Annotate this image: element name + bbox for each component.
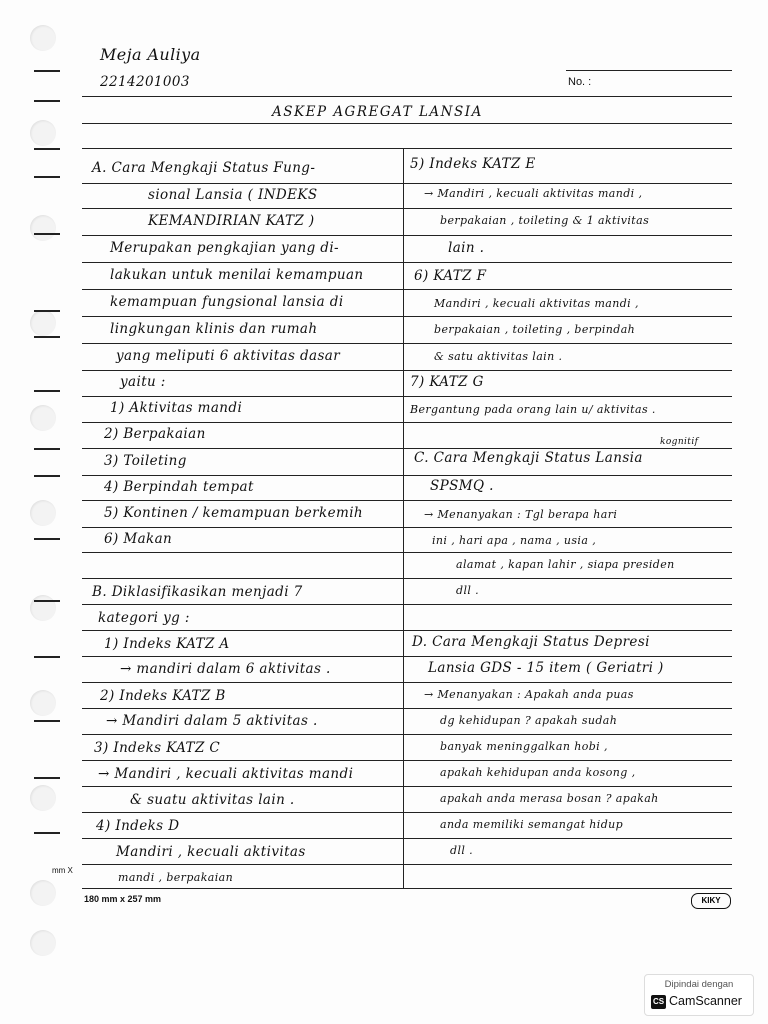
ruled-line: [82, 888, 732, 889]
ruled-line: [82, 370, 732, 371]
ruled-line: [82, 734, 732, 735]
binder-hole: [30, 595, 56, 621]
right-line: berpakaian , toileting , berpindah: [434, 323, 636, 336]
right-line: SPSMQ .: [430, 478, 494, 494]
binder-hole: [30, 310, 56, 336]
right-line: & satu aktivitas lain .: [434, 350, 563, 363]
margin-tick: [34, 233, 60, 235]
margin-tick: [34, 777, 60, 779]
scanner-name: CamScanner: [669, 994, 742, 1008]
binder-hole: [30, 215, 56, 241]
ruled-line: [82, 500, 732, 501]
left-line: 1) Aktivitas mandi: [110, 400, 243, 416]
margin-tick: [34, 448, 60, 450]
student-name: Meja Auliya: [100, 45, 201, 64]
ruled-line: [82, 760, 732, 761]
margin-tick: [34, 70, 60, 72]
ruled-line: [82, 682, 732, 683]
ruled-line: [82, 812, 732, 813]
margin-tick: [34, 100, 60, 102]
left-line: sional Lansia ( INDEKS: [148, 187, 318, 203]
left-line: B. Diklasifikasikan menjadi 7: [92, 584, 303, 600]
ruled-line: [82, 656, 732, 657]
ruled-line: [82, 208, 732, 209]
right-line: Mandiri , kecuali aktivitas mandi ,: [434, 297, 639, 310]
right-line: apakah anda merasa bosan ? apakah: [440, 792, 659, 805]
left-line: lakukan untuk menilai kemampuan: [110, 267, 364, 283]
ruled-line: [82, 96, 732, 97]
left-line: 1) Indeks KATZ A: [104, 636, 230, 652]
left-line: 5) Kontinen / kemampuan berkemih: [104, 505, 364, 521]
ruled-line: [82, 235, 732, 236]
scanner-watermark: [644, 974, 754, 1016]
left-line: yang meliputi 6 aktivitas dasar: [116, 348, 341, 364]
right-line: → Mandiri , kecuali aktivitas mandi ,: [424, 187, 643, 200]
left-line: 2) Berpakaian: [104, 426, 206, 442]
right-line: 6) KATZ F: [414, 268, 487, 284]
ruled-line: [82, 708, 732, 709]
margin-tick: [34, 656, 60, 658]
left-line: 3) Toileting: [104, 453, 187, 469]
right-line: D. Cara Mengkaji Status Depresi: [412, 634, 650, 650]
ruled-line: [82, 786, 732, 787]
column-divider: [403, 148, 404, 888]
ruled-line: [82, 838, 732, 839]
left-line: 4) Indeks D: [96, 818, 180, 834]
left-line: yaitu :: [120, 374, 166, 390]
margin-tick: [34, 390, 60, 392]
right-line: lain .: [448, 240, 485, 256]
right-line: ini , hari apa , nama , usia ,: [432, 534, 597, 547]
left-line: → mandiri dalam 6 aktivitas .: [120, 661, 331, 677]
margin-tick: [34, 148, 60, 150]
camscanner-icon: CS: [651, 995, 666, 1009]
binder-hole: [30, 880, 56, 906]
right-line: 7) KATZ G: [410, 374, 484, 390]
right-line: → Menanyakan : Tgl berapa hari: [424, 508, 618, 521]
binder-hole: [30, 930, 56, 956]
ruled-line: [82, 289, 732, 290]
ruled-line: [82, 343, 732, 344]
paper-size-label: 180 mm x 257 mm: [84, 894, 162, 904]
ruled-line: [82, 148, 732, 149]
right-line: alamat , kapan lahir , siapa presiden: [456, 558, 675, 571]
left-line: KEMANDIRIAN KATZ ): [148, 213, 315, 229]
right-line: 5) Indeks KATZ E: [410, 156, 536, 172]
left-line: Mandiri , kecuali aktivitas: [116, 844, 306, 860]
binder-hole: [30, 500, 56, 526]
margin-tick: [34, 538, 60, 540]
right-line-annotation: kognitif: [660, 437, 699, 447]
left-line: kategori yg :: [98, 610, 190, 626]
right-line: anda memiliki semangat hidup: [440, 818, 624, 831]
margin-tick: [34, 600, 60, 602]
right-line: dll .: [456, 584, 480, 597]
ruled-line: [82, 864, 732, 865]
binder-hole: [30, 785, 56, 811]
left-line: & suatu aktivitas lain .: [130, 792, 295, 808]
binder-hole: [30, 690, 56, 716]
margin-tick: [34, 176, 60, 178]
margin-tick: [34, 310, 60, 312]
right-line: Lansia GDS - 15 item ( Geriatri ): [428, 660, 664, 676]
ruled-line: [82, 396, 732, 397]
number-label: No. :: [568, 76, 592, 88]
margin-tick: [34, 832, 60, 834]
page-title: ASKEP AGREGAT LANSIA: [272, 104, 483, 120]
ruled-line: [82, 578, 732, 579]
right-line: Bergantung pada orang lain u/ aktivitas .: [410, 403, 656, 416]
ruled-line: [82, 448, 732, 449]
margin-tick: [34, 336, 60, 338]
left-line: Merupakan pengkajian yang di-: [110, 240, 340, 256]
left-line: → Mandiri , kecuali aktivitas mandi: [98, 766, 354, 782]
binder-hole: [30, 120, 56, 146]
left-line: lingkungan klinis dan rumah: [110, 321, 318, 337]
right-line: C. Cara Mengkaji Status Lansia: [414, 450, 643, 466]
binder-hole: [30, 405, 56, 431]
right-line: dll .: [450, 844, 474, 857]
right-line: berpakaian , toileting & 1 aktivitas: [440, 214, 650, 227]
margin-tick: [34, 475, 60, 477]
ruled-line: [82, 552, 732, 553]
left-line: → Mandiri dalam 5 aktivitas .: [106, 713, 318, 729]
ruled-line: [82, 604, 732, 605]
ruled-line: [566, 70, 732, 71]
ruled-line: [82, 262, 732, 263]
ruled-line: [82, 316, 732, 317]
right-line: dg kehidupan ? apakah sudah: [440, 714, 618, 727]
ruled-line: [82, 123, 732, 124]
brand-logo: KIKY: [691, 893, 731, 909]
left-line: 6) Makan: [104, 531, 173, 547]
ruled-line: [82, 422, 732, 423]
right-line: → Menanyakan : Apakah anda puas: [424, 688, 634, 701]
left-line: 3) Indeks KATZ C: [94, 740, 221, 756]
ruled-line: [82, 630, 732, 631]
right-line: apakah kehidupan anda kosong ,: [440, 766, 636, 779]
left-line: 4) Berpindah tempat: [104, 479, 254, 495]
student-id: 2214201003: [100, 74, 190, 90]
left-line: A. Cara Mengkaji Status Fung-: [92, 160, 316, 176]
left-line: mandi , berpakaian: [118, 871, 234, 884]
ruled-line: [82, 475, 732, 476]
left-line: kemampuan fungsional lansia di: [110, 294, 344, 310]
ruled-line: [82, 183, 732, 184]
margin-mark: mm X: [52, 866, 73, 875]
scanner-caption: Dipindai dengan: [664, 979, 734, 990]
left-line: 2) Indeks KATZ B: [100, 688, 226, 704]
right-line: banyak meninggalkan hobi ,: [440, 740, 608, 753]
binder-hole: [30, 25, 56, 51]
ruled-line: [82, 527, 732, 528]
margin-tick: [34, 720, 60, 722]
